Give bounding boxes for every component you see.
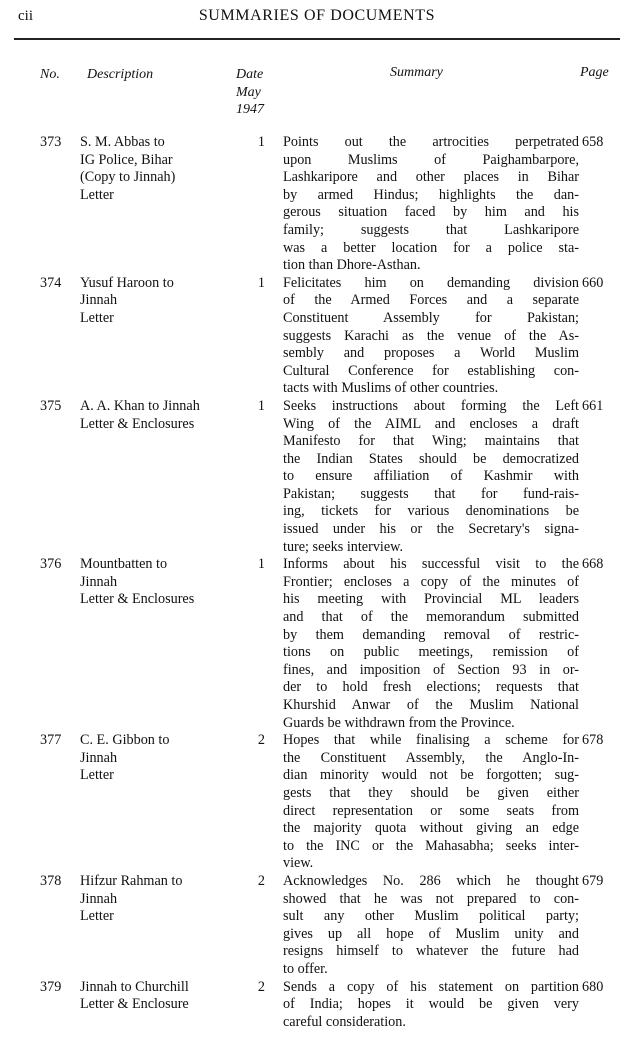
- entry-number: 374: [40, 274, 62, 291]
- entry-summary: [283, 134, 579, 275]
- description-line: S. M. Abbas to: [80, 134, 165, 150]
- summary-line: tion than Dhore-Asthan.: [283, 257, 421, 274]
- entry-page: 678: [582, 732, 604, 749]
- summary-line: Frontier; encloses a copy of the minutes of: [283, 573, 579, 590]
- summary-line: Informs about his successful visit to the: [283, 556, 579, 573]
- description-line: Jinnah: [80, 749, 118, 766]
- entry-description: [80, 873, 240, 926]
- summary-line: careful consideration.: [283, 1013, 406, 1030]
- entry-date: 1: [257, 134, 265, 150]
- description-line: Jinnah: [80, 573, 118, 590]
- entry-description: [80, 275, 240, 328]
- summary-line: and that of the memorandum submitted: [283, 609, 579, 626]
- summary-line: Acknowledges No. 286 which he thought: [283, 872, 579, 889]
- entry-page: 668: [582, 556, 604, 573]
- entry-description: [80, 134, 240, 204]
- summary-line: Manifesto for that Wing; maintains that: [283, 433, 579, 450]
- header-date-line: 1947: [236, 102, 264, 118]
- summary-line: tions on public meetings, remission of: [283, 644, 579, 661]
- summary-line: to the INC or the Mahasabha; seeks inter-: [283, 837, 579, 854]
- summary-line: of India; hopes it would be given very: [283, 996, 579, 1013]
- description-line: A. A. Khan to Jinnah: [80, 397, 200, 414]
- table-row: [0, 732, 634, 873]
- entry-description: [80, 979, 240, 1014]
- summary-line: sembly and proposes a World Muslim: [283, 345, 579, 362]
- entry-page: 660: [582, 274, 604, 291]
- summary-line: resigns himself to whatever the future had: [283, 943, 579, 960]
- description-line: Letter: [80, 309, 114, 326]
- description-line: Hifzur Rahman to: [80, 872, 183, 889]
- entry-summary: [283, 275, 579, 398]
- header-rule: [14, 38, 620, 40]
- entry-date: 1: [257, 556, 265, 573]
- description-line: IG Police, Bihar: [80, 151, 173, 168]
- summary-line: Felicitates him on demanding division: [283, 274, 579, 291]
- summary-line: Seeks instructions about forming the Left: [283, 397, 579, 414]
- entry-date: 1: [257, 397, 265, 414]
- summary-line: Constituent Assembly for Pakistan;: [283, 309, 579, 326]
- table-row: [0, 979, 634, 1032]
- description-line: Jinnah to Churchill: [80, 978, 189, 995]
- summary-line: the Constituent Assembly, the Anglo-In-: [283, 749, 579, 766]
- summary-line: to offer.: [283, 960, 328, 977]
- summary-line: was a better location for a police sta-: [283, 239, 579, 256]
- entry-description: [80, 732, 240, 785]
- summary-line: his meeting with Provincial ML leaders: [283, 591, 579, 608]
- entry-page: 661: [582, 397, 604, 414]
- entry-description: [80, 556, 240, 609]
- description-line: Letter: [80, 908, 114, 925]
- entry-page: 658: [582, 134, 604, 150]
- entry-date: 2: [257, 872, 265, 889]
- entry-number: 379: [40, 978, 62, 995]
- header-date: [236, 66, 264, 119]
- description-line: Letter & Enclosures: [80, 591, 195, 608]
- description-line: C. E. Gibbon to: [80, 732, 170, 749]
- entry-summary: [283, 873, 579, 979]
- entry-description: [80, 398, 240, 433]
- summary-line: suggests Karachi as the venue of the As-: [283, 327, 579, 344]
- summary-line: dian minority would not be forgotten; sug-: [283, 767, 579, 784]
- entry-summary: [283, 398, 579, 556]
- entry-summary: [283, 732, 579, 873]
- summary-line: family; suggests that Lashkaripore: [283, 221, 579, 238]
- summary-line: Khurshid Anwar of the Muslim National: [283, 697, 579, 713]
- summary-line: Sends a copy of his statement on partition: [283, 978, 579, 995]
- page-number: cii: [18, 8, 33, 24]
- entry-page: 679: [582, 872, 604, 889]
- summary-line: gests that they should be given either: [283, 784, 579, 801]
- summary-line: direct representation or some seats from: [283, 802, 579, 819]
- summary-line: Guards be withdrawn from the Province.: [283, 714, 515, 731]
- description-line: Yusuf Haroon to: [80, 274, 174, 291]
- description-line: Mountbatten to: [80, 556, 168, 573]
- entry-summary: [283, 556, 579, 732]
- summary-line: showed that he was not prepared to con-: [283, 890, 579, 907]
- page-title: SUMMARIES OF DOCUMENTS: [198, 7, 436, 24]
- description-line: Letter: [80, 767, 114, 784]
- header-page: Page: [580, 65, 609, 80]
- summary-line: Wing of the AIML and encloses a draft: [283, 415, 579, 432]
- summary-line: gives up all hope of Muslim unity and: [283, 925, 579, 942]
- summary-line: ing, tickets for various denominations be: [283, 503, 579, 520]
- summary-line: view.: [283, 855, 314, 872]
- entry-number: 375: [40, 397, 62, 414]
- table-row: [0, 873, 634, 979]
- table-row: [0, 556, 634, 732]
- description-line: Letter & Enclosure: [80, 996, 189, 1013]
- summary-line: to ensure affiliation of Kashmir with: [283, 468, 579, 485]
- summary-line: ture; seeks interview.: [283, 538, 404, 555]
- summary-line: upon Muslims of Paighambarpore,: [283, 151, 579, 168]
- entry-number: 376: [40, 556, 62, 573]
- entry-number: 378: [40, 872, 62, 889]
- header-date-line: May: [236, 84, 261, 100]
- summary-line: the Indian States should be democratized: [283, 450, 579, 467]
- entry-page: 680: [582, 978, 604, 995]
- header-description: Description: [87, 67, 154, 82]
- summary-line: Cultural Conference for establishing con-: [283, 362, 579, 379]
- header-summary: Summary: [390, 65, 443, 80]
- summary-line: Points out the artrocities perpetrated: [283, 134, 579, 150]
- summary-line: sult any other Muslim political party;: [283, 908, 579, 925]
- summary-line: issued under his or the Secretary's signa-: [283, 521, 579, 538]
- table-row: [0, 398, 634, 556]
- summary-line: by armed Hindus; highlights the dan-: [283, 186, 579, 203]
- header-date-line: Date: [236, 67, 264, 82]
- entry-date: 2: [257, 978, 265, 995]
- entry-date: 1: [257, 274, 265, 291]
- summary-line: Pakistan; suggests that for fund-rais-: [283, 485, 579, 502]
- summary-line: tacts with Muslims of other countries.: [283, 380, 499, 397]
- summary-line: of the Armed Forces and a separate: [283, 292, 579, 309]
- table-row: [0, 134, 634, 275]
- summary-line: der to hold fresh elections; requests that: [283, 679, 579, 696]
- description-line: (Copy to Jinnah): [80, 169, 176, 186]
- summary-line: Hopes that while finalising a scheme for: [283, 732, 579, 749]
- entry-date: 2: [257, 732, 265, 749]
- entry-number: 377: [40, 732, 62, 749]
- entry-summary: [283, 979, 579, 1032]
- description-line: Jinnah: [80, 292, 118, 309]
- entry-number: 373: [40, 134, 62, 150]
- description-line: Letter & Enclosures: [80, 415, 195, 432]
- summary-line: gerous situation faced by him and his: [283, 204, 579, 221]
- header-no: No.: [40, 67, 60, 82]
- entries-table: [0, 134, 634, 1031]
- description-line: Jinnah: [80, 890, 118, 907]
- summary-line: fines, and imposition of Section 93 in or-: [283, 661, 579, 678]
- summary-line: the majority quota without giving an edge: [283, 820, 579, 837]
- summary-line: Lashkaripore and other places in Bihar: [283, 169, 579, 186]
- description-line: Letter: [80, 186, 114, 203]
- summary-line: by them demanding removal of restric-: [283, 626, 579, 643]
- table-row: [0, 275, 634, 398]
